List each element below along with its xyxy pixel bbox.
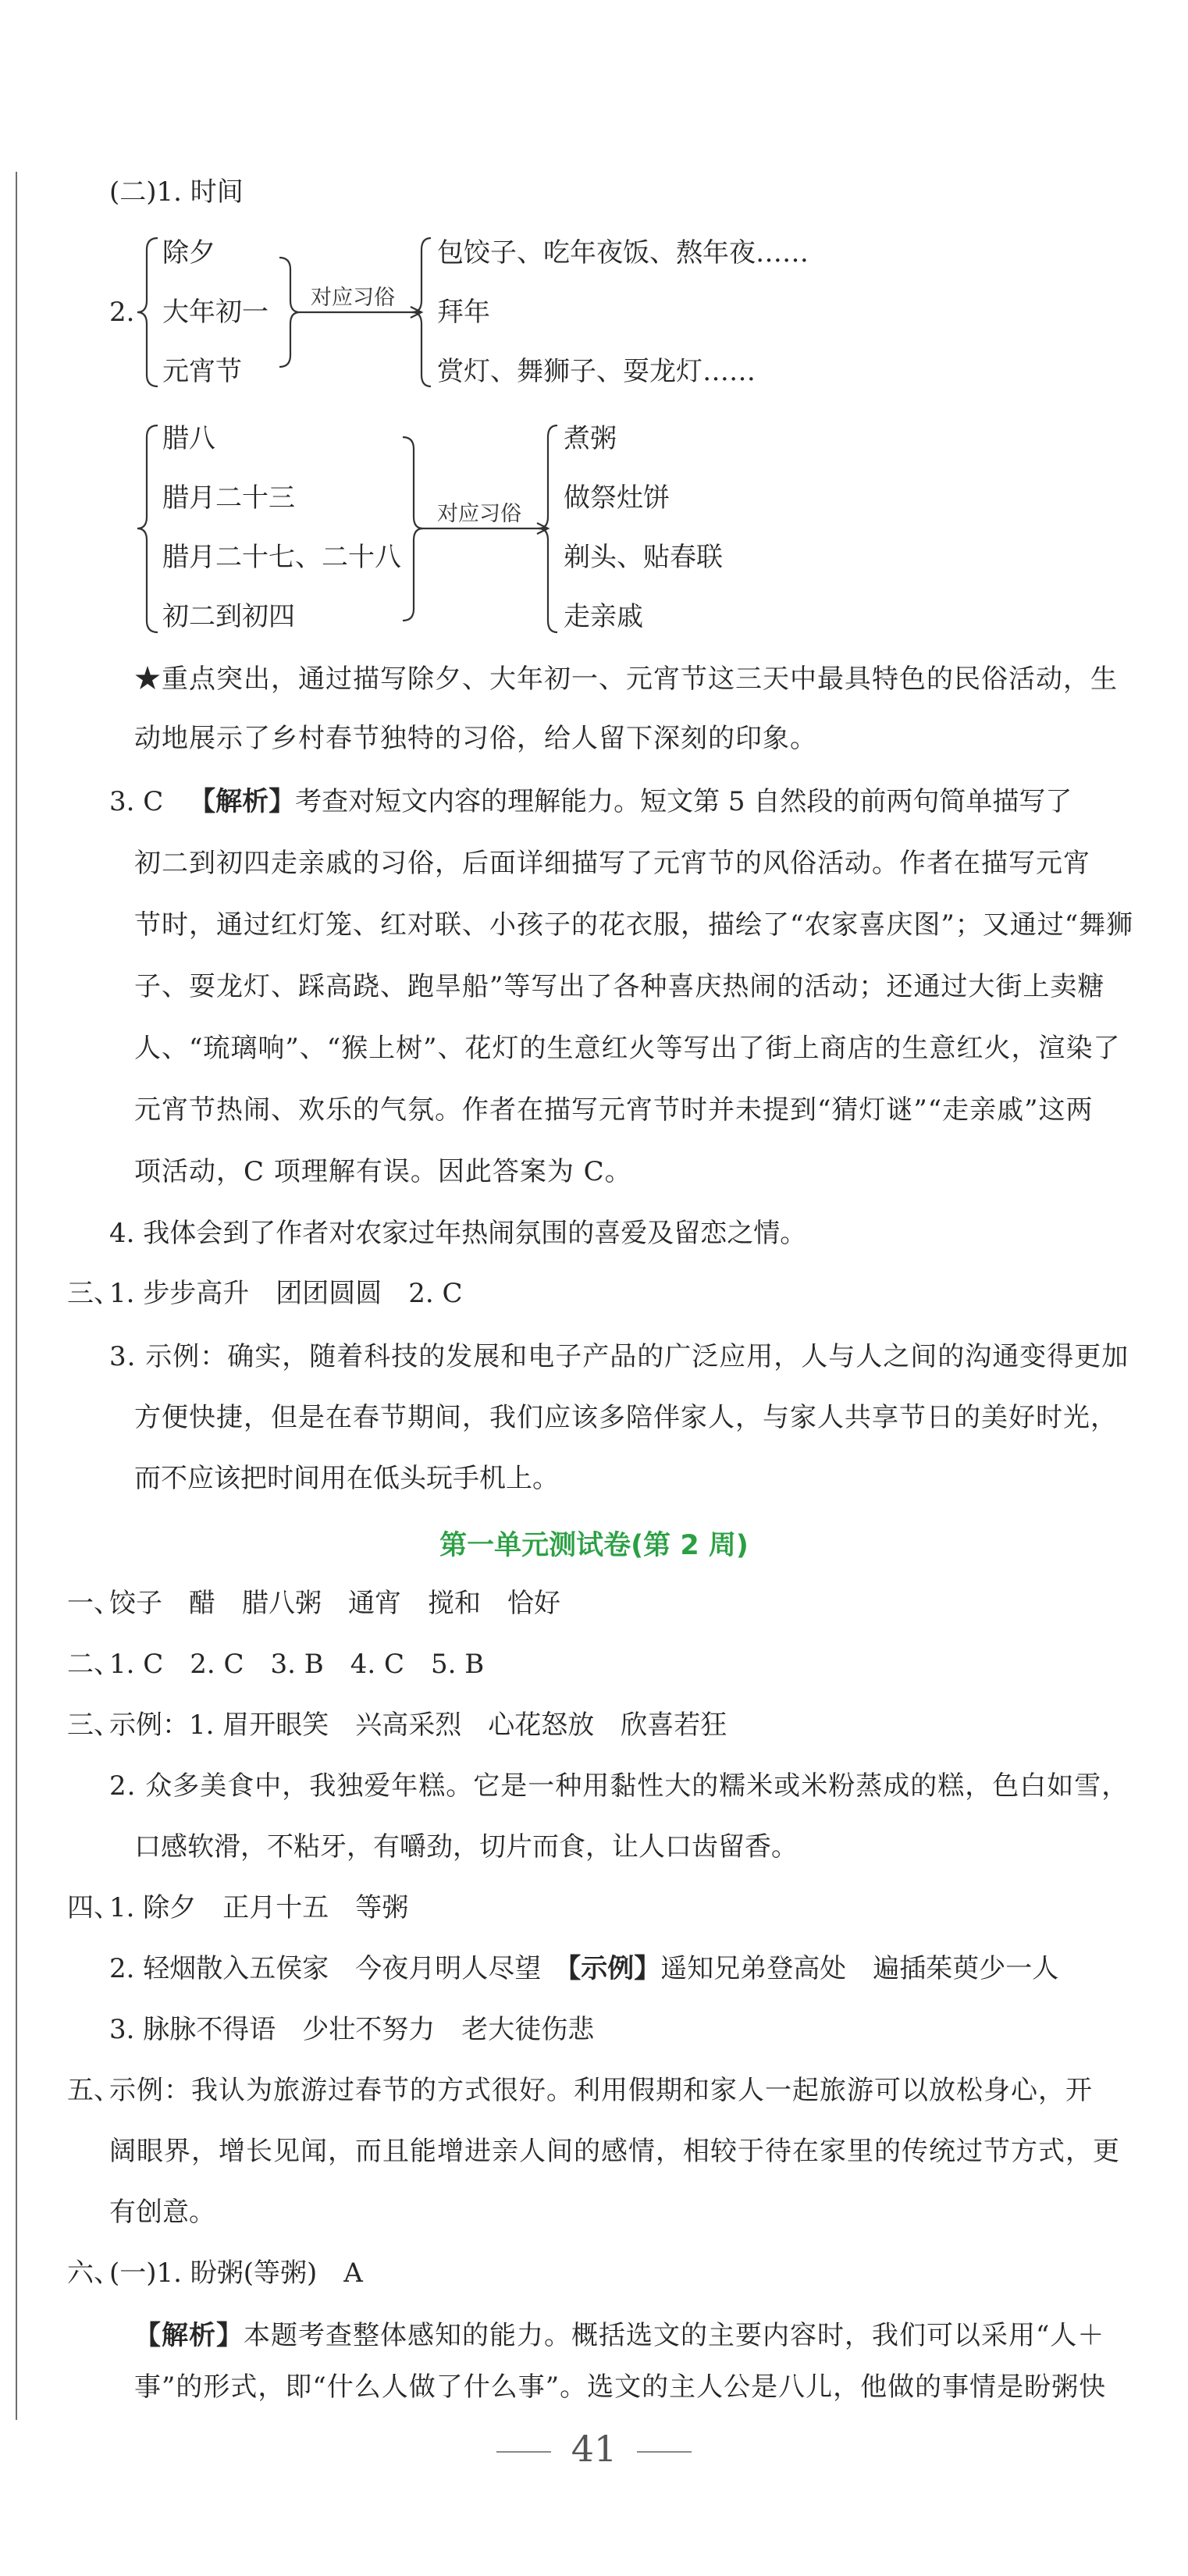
custom-right-item: 走亲戚 (564, 601, 643, 632)
analysis-line: 初二到初四走亲戚的习俗，后面详细描写了元宵节的风俗活动。作者在描写元宵 (134, 848, 1090, 879)
date-left-item: 初二到初四 (162, 601, 295, 632)
section3-label: 三、 (67, 1278, 120, 1309)
part3-q2-line: 2. 众多美食中，我独爱年糕。它是一种用黏性大的糯米或米粉蒸成的糕，色白如雪， (109, 1770, 1129, 1802)
right-brace (403, 437, 423, 621)
part4-label: 四、 (67, 1892, 120, 1923)
analysis-line: 子、耍龙灯、踩高跷、跑旱船”等写出了各种喜庆热闹的活动；还通过大街上卖糖 (134, 971, 1105, 1002)
custom-right-item: 包饺子、吃年夜饭、熬年夜…… (437, 237, 809, 269)
section3-q3-line: 而不应该把时间用在低头玩手机上。 (134, 1463, 559, 1494)
q3-number: 3. C (109, 786, 164, 817)
part3-line1: 示例：1. 眉开眼笑 兴高采烈 心花怒放 欣喜若狂 (109, 1710, 727, 1741)
page-number: 41 (571, 2428, 617, 2470)
left-brace (137, 238, 158, 386)
part4-line3: 3. 脉脉不得语 少壮不努力 老大徒伤悲 (109, 2014, 595, 2045)
part1-text: 饺子 醋 腊八粥 通宵 搅和 恰好 (109, 1588, 560, 1619)
section3-q3-line: 方便快捷，但是在春节期间，我们应该多陪伴家人，与家人共享节日的美好时光， (134, 1402, 1118, 1433)
part6-analysis-line (134, 2318, 1104, 2353)
part5-line: 有创意。 (109, 2197, 215, 2228)
highlight-line: 动地展示了乡村春节独特的习俗，给人留下深刻的印象。 (134, 723, 817, 754)
q1-line: (二)1. 时间 (109, 176, 244, 208)
part4-line1: 1. 除夕 正月十五 等粥 (109, 1892, 409, 1923)
arrow-label: 对应习俗 (311, 286, 395, 310)
left-brace (137, 425, 158, 632)
example-tag: 【示例】 (567, 1953, 661, 1984)
festival-left-item: 除夕 (162, 237, 215, 269)
analysis-line: 项活动，C 项理解有误。因此答案为 C。 (134, 1156, 632, 1187)
footer-dash (637, 2451, 692, 2453)
analysis-line: 元宵节热闹、欢乐的气氛。作者在描写元宵节时并未提到“猜灯谜”“走亲戚”这两 (134, 1094, 1094, 1126)
festival-left-item: 元宵节 (162, 356, 242, 387)
highlight-line: ★重点突出，通过描写除夕、大年初一、元宵节这三天中最具特色的民俗活动，生 (134, 664, 1118, 695)
analysis-tag: 【解析】 (189, 786, 296, 817)
analysis-tag: 【解析】 (134, 2320, 244, 2351)
poem-lines: 2. 轻烟散入五侯家 今夜月明人尽望 (109, 1953, 568, 1984)
arrow-label: 对应习俗 (437, 502, 521, 526)
part3-q2-line: 口感软滑，不粘牙，有嚼劲，切片而食，让人口齿留香。 (134, 1831, 798, 1863)
part1-label: 一、 (67, 1588, 120, 1619)
festival-left-item: 大年初一 (162, 297, 269, 328)
page-footer (0, 2428, 1188, 2470)
section3-q3-line: 3. 示例：确实，随着科技的发展和电子产品的广泛应用，人与人之间的沟通变得更加 (109, 1341, 1129, 1372)
analysis-text: 本题考查整体感知的能力。概括选文的主要内容时，我们可以采用“人＋ (244, 2320, 1105, 2351)
part5-line: 阔眼界，增长见闻，而且能增进亲人间的感情，相较于待在家里的传统过节方式，更 (109, 2136, 1120, 2167)
poem-example: 遥知兄弟登高处 遍插茱萸少一人 (660, 1953, 1059, 1984)
date-left-item: 腊八 (162, 423, 215, 454)
part4-line2 (109, 1952, 1058, 1986)
part2-label: 二、 (67, 1649, 120, 1680)
part3-label: 三、 (67, 1710, 120, 1741)
analysis-text: 考查对短文内容的理解能力。短文第 5 自然段的前两句简单描写了 (295, 786, 1072, 817)
q2-number: 2. (109, 297, 135, 328)
part5-label: 五、 (67, 2075, 120, 2106)
part6-line1: (一)1. 盼粥(等粥) A (109, 2258, 363, 2289)
q3-line (109, 785, 1072, 819)
custom-right-item: 拜年 (437, 297, 490, 328)
part5-line: 示例：我认为旅游过春节的方式很好。利用假期和家人一起旅游可以放松身心，开 (109, 2075, 1093, 2106)
date-left-item: 腊月二十三 (162, 482, 295, 514)
test-title: 第一单元测试卷(第 2 周) (439, 1530, 749, 1561)
analysis-line: 节时，通过红灯笼、红对联、小孩子的花衣服，描绘了“农家喜庆图”；又通过“舞狮 (134, 909, 1134, 941)
custom-right-item: 煮粥 (564, 423, 617, 454)
part6-analysis-line: 事”的形式，即“什么人做了什么事”。选文的主人公是八儿，他做的事情是盼粥快 (134, 2371, 1107, 2403)
section3-line1: 1. 步步高升 团团圆圆 2. C (109, 1278, 463, 1309)
part2-text: 1. C 2. C 3. B 4. C 5. B (109, 1649, 485, 1680)
custom-right-item: 赏灯、舞狮子、耍龙灯…… (437, 356, 756, 387)
part6-label: 六、 (67, 2258, 120, 2289)
custom-right-item: 做祭灶饼 (564, 482, 670, 514)
right-brace (279, 258, 300, 367)
footer-dash (496, 2451, 551, 2453)
analysis-line: 人、“琉璃响”、“猴上树”、花灯的生意红火等写出了街上商店的生意红火，渲染了 (134, 1033, 1121, 1064)
q4-line: 4. 我体会到了作者对农家过年热闹氛围的喜爱及留恋之情。 (109, 1218, 807, 1249)
custom-right-item: 剃头、贴春联 (564, 542, 723, 573)
date-left-item: 腊月二十七、二十八 (162, 542, 401, 573)
